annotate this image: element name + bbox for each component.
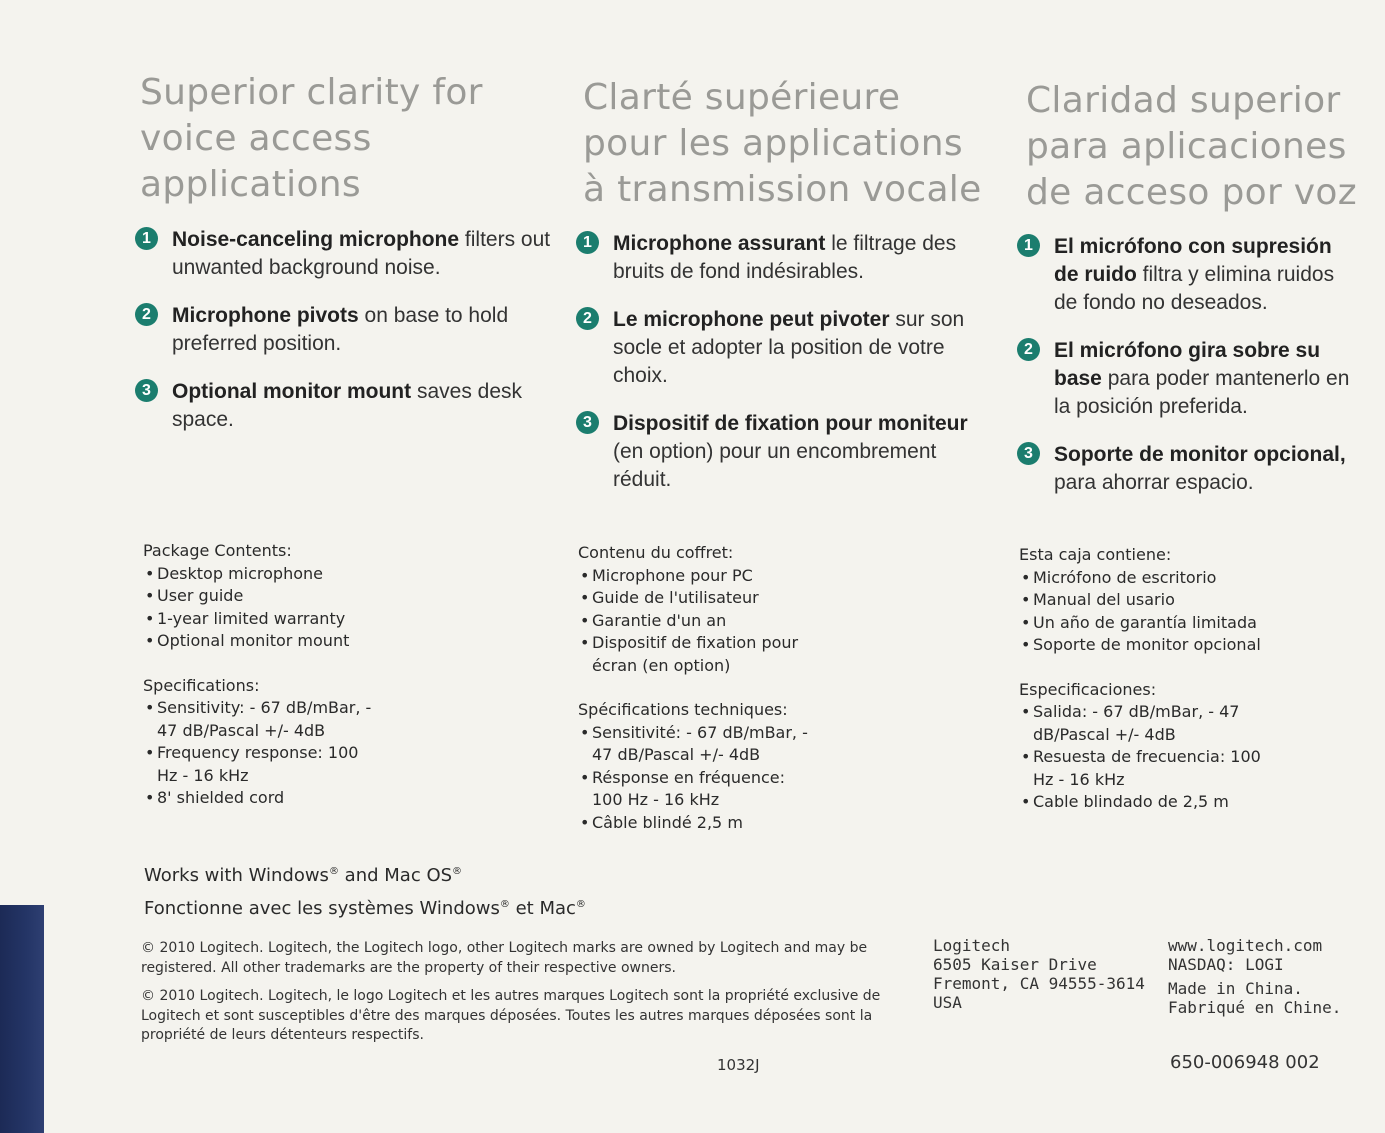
package-list (1019, 567, 1269, 657)
info-french (578, 542, 818, 834)
list-item: • Salida: - 67 dB/mBar, - 47 dB/Pascal +/- 4dB (1019, 701, 1269, 746)
list-item: • Resuesta de frecuencia: 100 Hz - 16 kHz (1019, 746, 1269, 791)
feature-list-french (576, 230, 996, 514)
spec-heading: Especificaciones: (1019, 679, 1157, 699)
feature-item (576, 306, 996, 390)
feature-item (576, 230, 996, 286)
list-item: • Sensitivité: - 67 dB/mBar, - 47 dB/Pascal +/- 4dB (578, 722, 818, 767)
title-french (583, 75, 982, 213)
list-item: • Microphone pour PC (578, 565, 818, 588)
lot-code: 1032J (717, 1056, 760, 1074)
list-item: • Frequency response: 100 Hz - 16 kHz (143, 742, 373, 787)
legal-french: © 2010 Logitech. Logitech, le logo Logitech et les autres marques Logitech sont la propriété exclusive de Logitech et sont susceptibles d'être des marques déposées. Toutes les autres marques déposées sont la propriété de leurs détenteurs respectifs. (141, 988, 881, 1043)
list-item: • Optional monitor mount (143, 630, 373, 653)
list-item: • Câble blindé 2,5 m (578, 812, 818, 835)
compatibility-notice (144, 857, 586, 923)
list-item: • Soporte de monitor opcional (1019, 634, 1269, 657)
made-in: Made in China. Fabriqué en Chine. (1168, 979, 1342, 1017)
title-line: para aplicaciones (1026, 126, 1347, 167)
spec-list (578, 722, 818, 835)
list-item: • Desktop microphone (143, 563, 373, 586)
feature-text: Microphone pivots on base to hold preferred position. (172, 304, 509, 355)
spec-heading: Spécifications techniques: (578, 700, 788, 719)
list-item: • Cable blindado de 2,5 m (1019, 791, 1269, 814)
feature-text: Le microphone peut pivoter sur son socle et adopter la position de votre choix. (613, 308, 965, 387)
feature-text: Noise-canceling microphone filters out unwanted background noise. (172, 228, 551, 279)
number-badge-icon: 3 (576, 411, 599, 434)
feature-item (1017, 337, 1362, 421)
title-line: Clarté supérieure (583, 77, 901, 118)
package-list (143, 563, 373, 653)
spec-list (1019, 701, 1269, 814)
feature-text: Optional monitor mount saves desk space. (172, 380, 523, 431)
feature-text: Soporte de monitor opcional, para ahorrar espacio. (1054, 443, 1346, 494)
part-number: 650-006948 002 (1170, 1052, 1320, 1073)
feature-item (576, 410, 996, 494)
title-spanish (1026, 78, 1357, 216)
spec-list (143, 697, 373, 810)
list-item: • Dispositif de fixation pour écran (en option) (578, 632, 818, 677)
list-item: • Guide de l'utilisateur (578, 587, 818, 610)
compat-french: Fonctionne avec les systèmes Windows® et Mac® (144, 898, 586, 919)
feature-item (135, 302, 555, 358)
feature-list-english (135, 226, 555, 454)
number-badge-icon: 2 (135, 303, 158, 326)
package-heading: Contenu du coffret: (578, 543, 734, 562)
feature-text: Dispositif de fixation pour moniteur (en option) pour un encombrement réduit. (613, 412, 968, 491)
number-badge-icon: 3 (135, 379, 158, 402)
compat-english: Works with Windows® and Mac OS® (144, 865, 463, 886)
number-badge-icon: 1 (576, 231, 599, 254)
number-badge-icon: 1 (1017, 234, 1040, 257)
list-item: • 8' shielded cord (143, 787, 373, 810)
list-item: • Garantie d'un an (578, 610, 818, 633)
title-line: Superior clarity for (140, 72, 483, 113)
feature-text: El micrófono con supresión de ruido filtra y elimina ruidos de fondo no deseados. (1054, 235, 1335, 314)
title-line: à transmission vocale (583, 169, 982, 210)
spec-heading: Specifications: (143, 675, 260, 695)
legal-english: © 2010 Logitech. Logitech, the Logitech logo, other Logitech marks are owned by Logitech and may be registered. All other trademarks are the property of their respective owners. (141, 940, 868, 976)
feature-item (135, 226, 555, 282)
package-list (578, 565, 818, 678)
title-line: voice access (140, 118, 372, 159)
list-item: • Micrófono de escritorio (1019, 567, 1269, 590)
title-line: pour les applications (583, 123, 963, 164)
box-edge-blue-strip (0, 905, 44, 1133)
feature-item (135, 378, 555, 434)
title-line: de acceso por voz (1026, 172, 1357, 213)
feature-text: El micrófono gira sobre su base para poder mantenerlo en la posición preferida. (1054, 339, 1350, 418)
info-english (143, 540, 373, 810)
list-item: • Résponse en fréquence: 100 Hz - 16 kHz (578, 767, 818, 812)
list-item: • 1-year limited warranty (143, 608, 373, 631)
number-badge-icon: 2 (576, 307, 599, 330)
info-spanish (1019, 544, 1269, 814)
number-badge-icon: 2 (1017, 338, 1040, 361)
list-item: • Un año de garantía limitada (1019, 612, 1269, 635)
list-item: • Sensitivity: - 67 dB/mBar, - 47 dB/Pascal +/- 4dB (143, 697, 373, 742)
feature-item (1017, 441, 1362, 497)
feature-text: Microphone assurant le filtrage des bruits de fond indésirables. (613, 232, 957, 283)
package-heading: Esta caja contiene: (1019, 545, 1172, 564)
web-and-origin: www.logitech.com NASDAQ: LOGI (1168, 936, 1323, 974)
title-line: Claridad superior (1026, 80, 1341, 121)
package-heading: Package Contents: (143, 541, 292, 560)
number-badge-icon: 3 (1017, 442, 1040, 465)
feature-list-spanish (1017, 233, 1362, 517)
feature-item (1017, 233, 1362, 317)
company-address: Logitech 6505 Kaiser Drive Fremont, CA 94555-3614 USA (933, 936, 1145, 1012)
number-badge-icon: 1 (135, 227, 158, 250)
title-line: applications (140, 164, 361, 205)
title-english (140, 70, 483, 208)
list-item: • Manual del usario (1019, 589, 1269, 612)
list-item: • User guide (143, 585, 373, 608)
